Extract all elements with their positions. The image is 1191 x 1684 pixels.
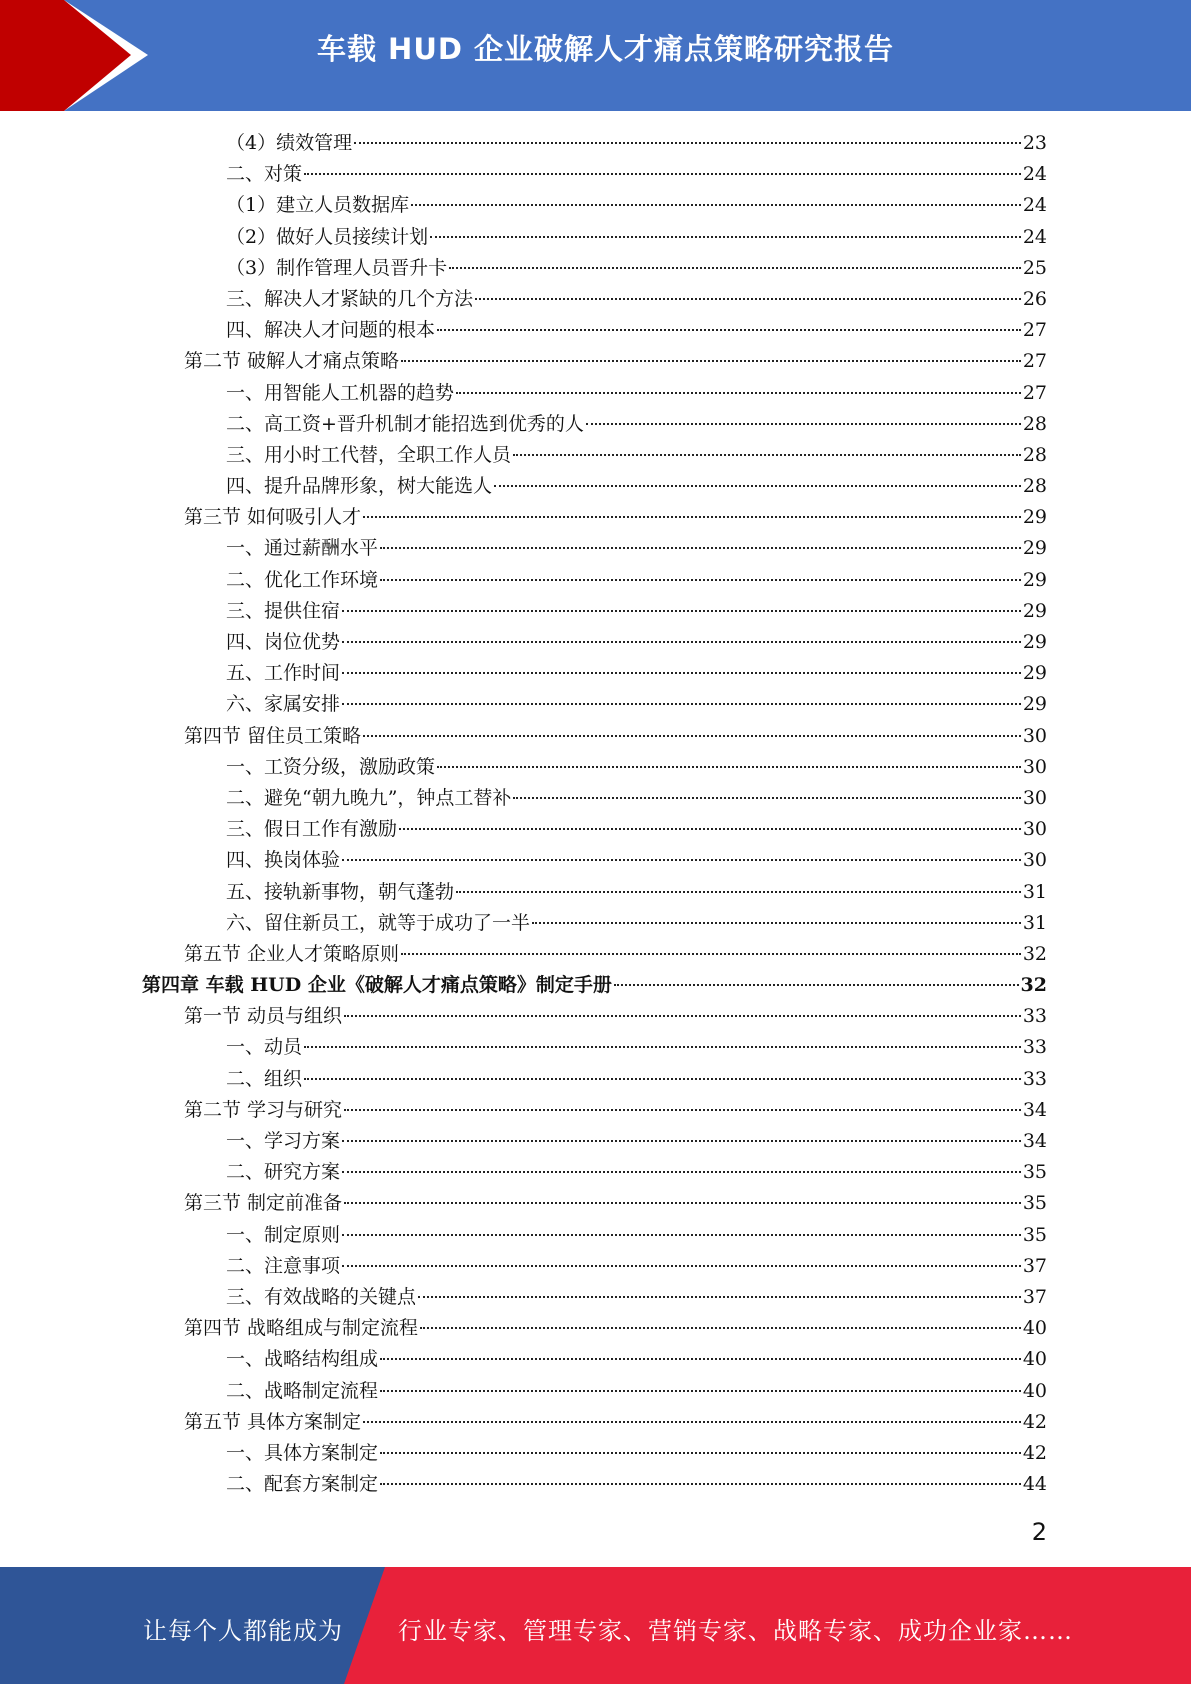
report-title: 车载 HUD 企业破解人才痛点策略研究报告 — [316, 32, 895, 66]
toc-entry-label: 三、解决人才紧缺的几个方法 — [226, 287, 474, 310]
toc-entry[interactable] — [0, 1438, 1191, 1469]
toc-dot-leader — [456, 392, 1021, 394]
toc-dot-leader — [614, 984, 1019, 986]
toc-dot-leader — [401, 360, 1021, 362]
toc-entry-label: 一、通过薪酬水平 — [226, 537, 379, 560]
toc-entry-label: 二、高工资+晋升机制才能招选到优秀的人 — [226, 412, 584, 435]
toc-entry-page: 33 — [1022, 1036, 1047, 1059]
toc-dot-leader — [380, 1483, 1021, 1485]
toc-entry[interactable] — [0, 409, 1191, 440]
toc-entry[interactable] — [0, 253, 1191, 284]
toc-dot-leader — [344, 1202, 1021, 1204]
toc-entry-page: 40 — [1022, 1348, 1047, 1371]
toc-entry-label: 一、动员 — [226, 1036, 303, 1059]
toc-entry-page: 30 — [1022, 786, 1047, 809]
toc-dot-leader — [532, 922, 1021, 924]
toc-entry-label: 六、家属安排 — [226, 693, 341, 716]
toc-entry-label: 五、工作时间 — [226, 662, 341, 685]
toc-entry[interactable] — [0, 939, 1191, 970]
toc-entry[interactable] — [0, 877, 1191, 908]
toc-entry-page: 29 — [1022, 693, 1047, 716]
toc-entry-label: 二、研究方案 — [226, 1161, 341, 1184]
toc-entry[interactable] — [0, 658, 1191, 689]
toc-entry[interactable] — [0, 1126, 1191, 1157]
toc-dot-leader — [513, 454, 1021, 456]
toc-entry[interactable] — [0, 783, 1191, 814]
toc-entry-page: 28 — [1022, 475, 1047, 498]
toc-entry-label: 一、学习方案 — [226, 1130, 341, 1152]
toc-entry-label: 三、有效战略的关键点 — [226, 1285, 417, 1308]
toc-entry-page: 32 — [1020, 974, 1047, 997]
toc-entry[interactable] — [0, 471, 1191, 502]
toc-entry[interactable] — [0, 502, 1191, 533]
toc-entry-page: 29 — [1022, 599, 1047, 622]
toc-entry-label: 第一节 动员与组织 — [184, 1005, 343, 1028]
toc-entry-label: 一、战略结构组成 — [226, 1348, 379, 1371]
toc-entry-label: 三、提供住宿 — [226, 599, 341, 622]
toc-entry-page: 35 — [1022, 1161, 1047, 1184]
toc-entry-page: 35 — [1022, 1223, 1047, 1246]
toc-entry-page: 31 — [1022, 911, 1047, 934]
toc-dot-leader — [513, 797, 1020, 799]
toc-dot-leader — [494, 485, 1021, 487]
toc-dot-leader — [475, 298, 1021, 300]
toc-dot-leader — [363, 516, 1021, 518]
toc-entry-label: 二、避免“朝九晚九”，钟点工替补 — [226, 786, 512, 809]
toc-dot-leader — [399, 828, 1021, 830]
toc-entry-label: 第五节 具体方案制定 — [184, 1410, 362, 1433]
toc-entry-page: 29 — [1022, 631, 1047, 653]
toc-entry-page: 33 — [1022, 1005, 1047, 1028]
toc-dot-leader — [342, 641, 1021, 643]
toc-dot-leader — [363, 735, 1021, 737]
toc-entry-page: 30 — [1022, 724, 1047, 747]
toc-dot-leader — [586, 423, 1021, 425]
toc-dot-leader — [342, 1171, 1021, 1173]
toc-entry-page: 29 — [1022, 506, 1047, 529]
toc-entry-page: 24 — [1022, 194, 1047, 217]
toc-dot-leader — [304, 1078, 1021, 1080]
toc-entry-page: 23 — [1022, 132, 1047, 154]
toc-entry-label: （2）做好人员接续计划 — [226, 225, 429, 248]
toc-dot-leader — [342, 703, 1021, 705]
toc-entry[interactable] — [0, 346, 1191, 377]
toc-entry[interactable] — [0, 1282, 1191, 1313]
toc-dot-leader — [344, 1015, 1021, 1017]
toc-dot-leader — [342, 610, 1021, 612]
toc-entry[interactable] — [0, 440, 1191, 471]
toc-entry-label: 五、接轨新事物，朝气蓬勃 — [226, 880, 455, 903]
toc-dot-leader — [411, 204, 1021, 206]
toc-entry-label: 一、工资分级，激励政策 — [226, 755, 436, 778]
toc-entry-page: 34 — [1022, 1098, 1047, 1121]
toc-dot-leader — [342, 1265, 1021, 1267]
toc-entry-page: 24 — [1022, 225, 1047, 248]
toc-entry-page: 37 — [1022, 1254, 1047, 1277]
toc-entry-label: 四、岗位优势 — [226, 631, 341, 653]
toc-entry[interactable] — [0, 1157, 1191, 1188]
toc-entry-page: 30 — [1022, 818, 1047, 841]
toc-entry-page: 42 — [1022, 1441, 1047, 1464]
toc-dot-leader — [363, 1421, 1021, 1423]
toc-entry[interactable] — [0, 378, 1191, 409]
toc-dot-leader — [354, 142, 1021, 144]
toc-dot-leader — [437, 329, 1021, 331]
page-footer-banner — [0, 1567, 1191, 1684]
toc-entry-page: 34 — [1022, 1130, 1047, 1152]
toc-entry-page: 37 — [1022, 1285, 1047, 1308]
toc-entry-label: 二、配套方案制定 — [226, 1473, 379, 1496]
toc-entry-label: 四、换岗体验 — [226, 849, 341, 872]
toc-entry-label: 第三节 如何吸引人才 — [184, 506, 362, 529]
toc-entry-label: 二、组织 — [226, 1067, 303, 1090]
toc-entry-label: 第四节 战略组成与制定流程 — [184, 1317, 419, 1340]
page-number: 2 — [1031, 1518, 1047, 1546]
toc-entry-label: 第三节 制定前准备 — [184, 1192, 343, 1215]
toc-entry-page: 30 — [1022, 755, 1047, 778]
toc-dot-leader — [418, 1296, 1021, 1298]
toc-entry-label: 一、制定原则 — [226, 1223, 341, 1246]
toc-entry-page: 40 — [1022, 1317, 1047, 1340]
toc-entry[interactable] — [0, 627, 1191, 658]
toc-dot-leader — [342, 1234, 1021, 1236]
toc-dot-leader — [437, 766, 1021, 768]
toc-entry-label: 三、假日工作有激励 — [226, 818, 398, 841]
toc-dot-leader — [342, 1140, 1021, 1142]
toc-entry-page: 42 — [1022, 1410, 1047, 1433]
toc-entry[interactable] — [0, 1064, 1191, 1095]
toc-entry-label: 二、战略制定流程 — [226, 1379, 379, 1402]
toc-entry[interactable] — [0, 1188, 1191, 1219]
toc-entry-label: 第四节 留住员工策略 — [184, 724, 362, 747]
toc-entry[interactable] — [0, 1469, 1191, 1500]
toc-entry[interactable] — [0, 814, 1191, 845]
toc-dot-leader — [342, 672, 1021, 674]
toc-entry-label: 第五节 企业人才策略原则 — [184, 942, 400, 965]
toc-entry[interactable] — [0, 689, 1191, 720]
footer-slogan-left: 让每个人都能成为 — [143, 1617, 343, 1645]
toc-entry-label: （3）制作管理人员晋升卡 — [226, 256, 448, 279]
toc-entry[interactable] — [0, 1313, 1191, 1344]
toc-entry[interactable] — [0, 752, 1191, 783]
toc-dot-leader — [380, 1390, 1021, 1392]
toc-entry[interactable] — [0, 970, 1191, 1001]
toc-entry-page: 27 — [1022, 319, 1047, 342]
toc-entry[interactable] — [0, 159, 1191, 190]
toc-entry-label: 四、提升品牌形象，树大能选人 — [226, 475, 493, 498]
toc-entry[interactable] — [0, 1251, 1191, 1282]
toc-entry-page: 32 — [1022, 942, 1047, 965]
toc-entry-label: 二、对策 — [226, 163, 303, 186]
toc-entry-label: 第二节 破解人才痛点策略 — [184, 350, 400, 373]
toc-entry-page: 29 — [1022, 537, 1047, 560]
toc-entry-label: 第四章 车载 HUD 企业《破解人才痛点策略》制定手册 — [142, 974, 612, 997]
toc-entry-page: 25 — [1022, 256, 1047, 279]
toc-entry-label: 一、具体方案制定 — [226, 1441, 379, 1464]
toc-entry-label: （1）建立人员数据库 — [226, 194, 410, 217]
toc-entry-page: 30 — [1022, 849, 1047, 872]
toc-dot-leader — [430, 236, 1021, 238]
toc-entry-page: 33 — [1022, 1067, 1047, 1090]
table-of-contents — [0, 128, 1191, 1500]
toc-entry-page: 29 — [1022, 568, 1047, 591]
toc-entry-page: 24 — [1022, 163, 1047, 186]
toc-dot-leader — [380, 547, 1021, 549]
toc-entry-page: 31 — [1022, 880, 1047, 903]
toc-dot-leader — [304, 1046, 1021, 1048]
toc-entry-page: 26 — [1022, 287, 1047, 310]
toc-entry[interactable] — [0, 1407, 1191, 1438]
toc-dot-leader — [380, 579, 1021, 581]
toc-entry-page: 44 — [1022, 1473, 1047, 1496]
toc-dot-leader — [304, 173, 1021, 175]
toc-entry[interactable] — [0, 908, 1191, 939]
toc-entry[interactable] — [0, 284, 1191, 315]
toc-dot-leader — [420, 1327, 1021, 1329]
toc-dot-leader — [456, 891, 1021, 893]
page-header-banner — [0, 0, 1191, 111]
toc-entry[interactable] — [0, 1344, 1191, 1375]
toc-entry-label: （4）绩效管理 — [226, 132, 353, 154]
toc-entry-label: 一、用智能人工机器的趋势 — [226, 381, 455, 404]
toc-entry[interactable] — [0, 222, 1191, 253]
toc-entry-label: 六、留住新员工，就等于成功了一半 — [226, 911, 531, 934]
toc-entry-page: 29 — [1022, 662, 1047, 685]
toc-entry[interactable] — [0, 845, 1191, 876]
toc-entry[interactable] — [0, 533, 1191, 564]
toc-entry-label: 第二节 学习与研究 — [184, 1098, 343, 1121]
toc-entry-label: 四、解决人才问题的根本 — [226, 319, 436, 342]
toc-entry-label: 二、优化工作环境 — [226, 568, 379, 591]
toc-entry-label: 三、用小时工代替，全职工作人员 — [226, 443, 512, 466]
toc-entry-page: 27 — [1022, 350, 1047, 373]
toc-dot-leader — [344, 1109, 1021, 1111]
toc-entry-page: 35 — [1022, 1192, 1047, 1215]
toc-entry-page: 28 — [1022, 443, 1047, 466]
toc-entry[interactable] — [0, 1220, 1191, 1251]
toc-entry[interactable] — [0, 128, 1191, 159]
toc-entry[interactable] — [0, 1095, 1191, 1126]
toc-entry-label: 二、注意事项 — [226, 1254, 341, 1277]
toc-dot-leader — [401, 953, 1021, 955]
toc-dot-leader — [449, 267, 1021, 269]
toc-dot-leader — [380, 1358, 1021, 1360]
toc-entry-page: 40 — [1022, 1379, 1047, 1402]
toc-entry[interactable] — [0, 1001, 1191, 1032]
toc-entry[interactable] — [0, 565, 1191, 596]
toc-entry[interactable] — [0, 1376, 1191, 1407]
toc-entry-page: 28 — [1022, 412, 1047, 435]
toc-entry[interactable] — [0, 315, 1191, 346]
toc-dot-leader — [342, 859, 1021, 861]
toc-dot-leader — [380, 1452, 1021, 1454]
toc-entry[interactable] — [0, 596, 1191, 627]
toc-entry[interactable] — [0, 721, 1191, 752]
toc-entry[interactable] — [0, 190, 1191, 221]
footer-slogan-right: 行业专家、管理专家、营销专家、战略专家、成功企业家…… — [398, 1617, 1073, 1645]
toc-entry-page: 27 — [1022, 381, 1047, 404]
toc-entry[interactable] — [0, 1032, 1191, 1063]
